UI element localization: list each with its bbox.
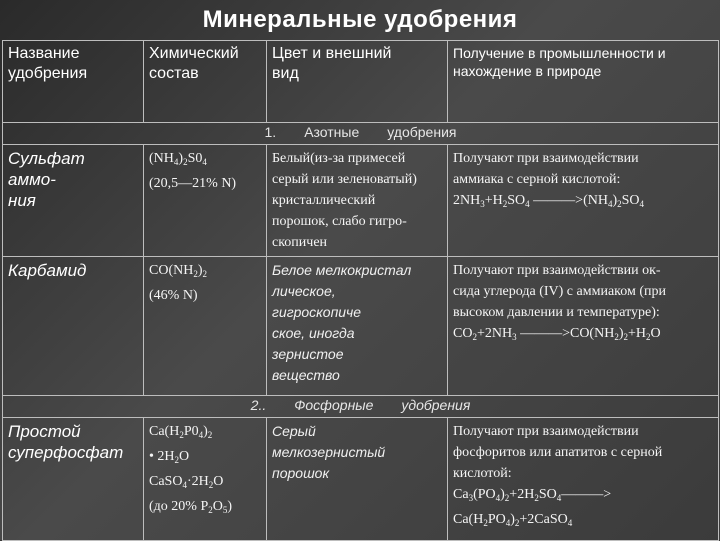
- formula: $CaSO_4\cdot 2H_2O$: [149, 474, 224, 490]
- phosphorus-percent: (до 20% $P_2O_5$): [149, 499, 233, 515]
- chemical-composition: [144, 257, 267, 396]
- production-text: Получают при взаимодействии аммиака с серной кислотой: $2NH_3+H_2SO_4$ $———>(NH_4)_2SO_4$: [448, 145, 719, 257]
- page-title: Минеральные удобрения: [202, 6, 518, 33]
- chemical-composition: [144, 418, 267, 541]
- nitrogen-percent: (20,5—21% N): [149, 176, 237, 191]
- production-text: Получают при взаимодействии ок- сида углерода (IV) с аммиаком (при высоком давлении и температуре): $CO_2+2NH_3$ $———>CO(NH_2)_2+H_2O$: [448, 257, 719, 396]
- formula: • $2H_2O$: [149, 449, 190, 465]
- header-production: Получение в промышленности и нахождение в природе: [448, 41, 719, 123]
- nitrogen-percent: (46% N): [149, 288, 198, 303]
- section-word: удобрения: [387, 124, 457, 140]
- section-word: Фосфорные: [294, 397, 374, 413]
- section-number: 1.: [264, 124, 277, 140]
- fertilizer-name: Карбамид: [3, 257, 144, 396]
- formula: $(NH_4)_2S0_4$: [149, 151, 207, 167]
- table-row: [3, 418, 719, 541]
- fertilizer-table: [2, 40, 719, 541]
- header-appearance: Цвет и внешний вид: [267, 41, 448, 123]
- header-row: [3, 41, 719, 123]
- formula: $Ca(H_2P0_4)_2$: [149, 424, 213, 440]
- section-word: удобрения: [401, 397, 471, 413]
- table-row: [3, 257, 719, 396]
- header-composition: Химический состав: [144, 41, 267, 123]
- table-row: [3, 145, 719, 257]
- reaction-equation: $Ca_3(PO_4)_2+2H_2SO_4———>$: [453, 487, 612, 503]
- production-text: Получают при взаимодействии фосфоритов или апатитов с серной кислотой: $Ca_3(PO_4)_2+2H_2SO_4———>$ $Ca(H_2PO_4)_2+2CaSO_4$: [448, 418, 719, 541]
- section-nitrogen: [3, 123, 719, 145]
- chemical-composition: [144, 145, 267, 257]
- fertilizer-name: Сульфат аммо- ния: [3, 145, 144, 257]
- formula: $CO(NH_2)_2$: [149, 263, 208, 279]
- fertilizer-name: Простой суперфосфат: [3, 418, 144, 541]
- header-name: Название удобрения: [3, 41, 144, 123]
- appearance-text: Серый мелкозернистый порошок: [267, 418, 448, 541]
- section-number: 2..: [250, 397, 267, 413]
- reaction-equation: $2NH_3+H_2SO_4$ $———>(NH_4)_2SO_4$: [453, 193, 645, 209]
- section-phosphorus: [3, 396, 719, 418]
- reaction-equation: $Ca(H_2PO_4)_2+2CaSO_4$: [453, 512, 573, 528]
- reaction-equation: $CO_2+2NH_3$ $———>CO(NH_2)_2+H_2O$: [453, 326, 661, 342]
- section-word: Азотные: [304, 124, 360, 140]
- appearance-text: Белое мелкокристал лическое, гигроскопиче ское, иногда зернистое вещество: [267, 257, 448, 396]
- appearance-text: Белый(из-за примесей серый или зеленоватый) кристаллический порошок, слабо гигро- скопичен: [267, 145, 448, 257]
